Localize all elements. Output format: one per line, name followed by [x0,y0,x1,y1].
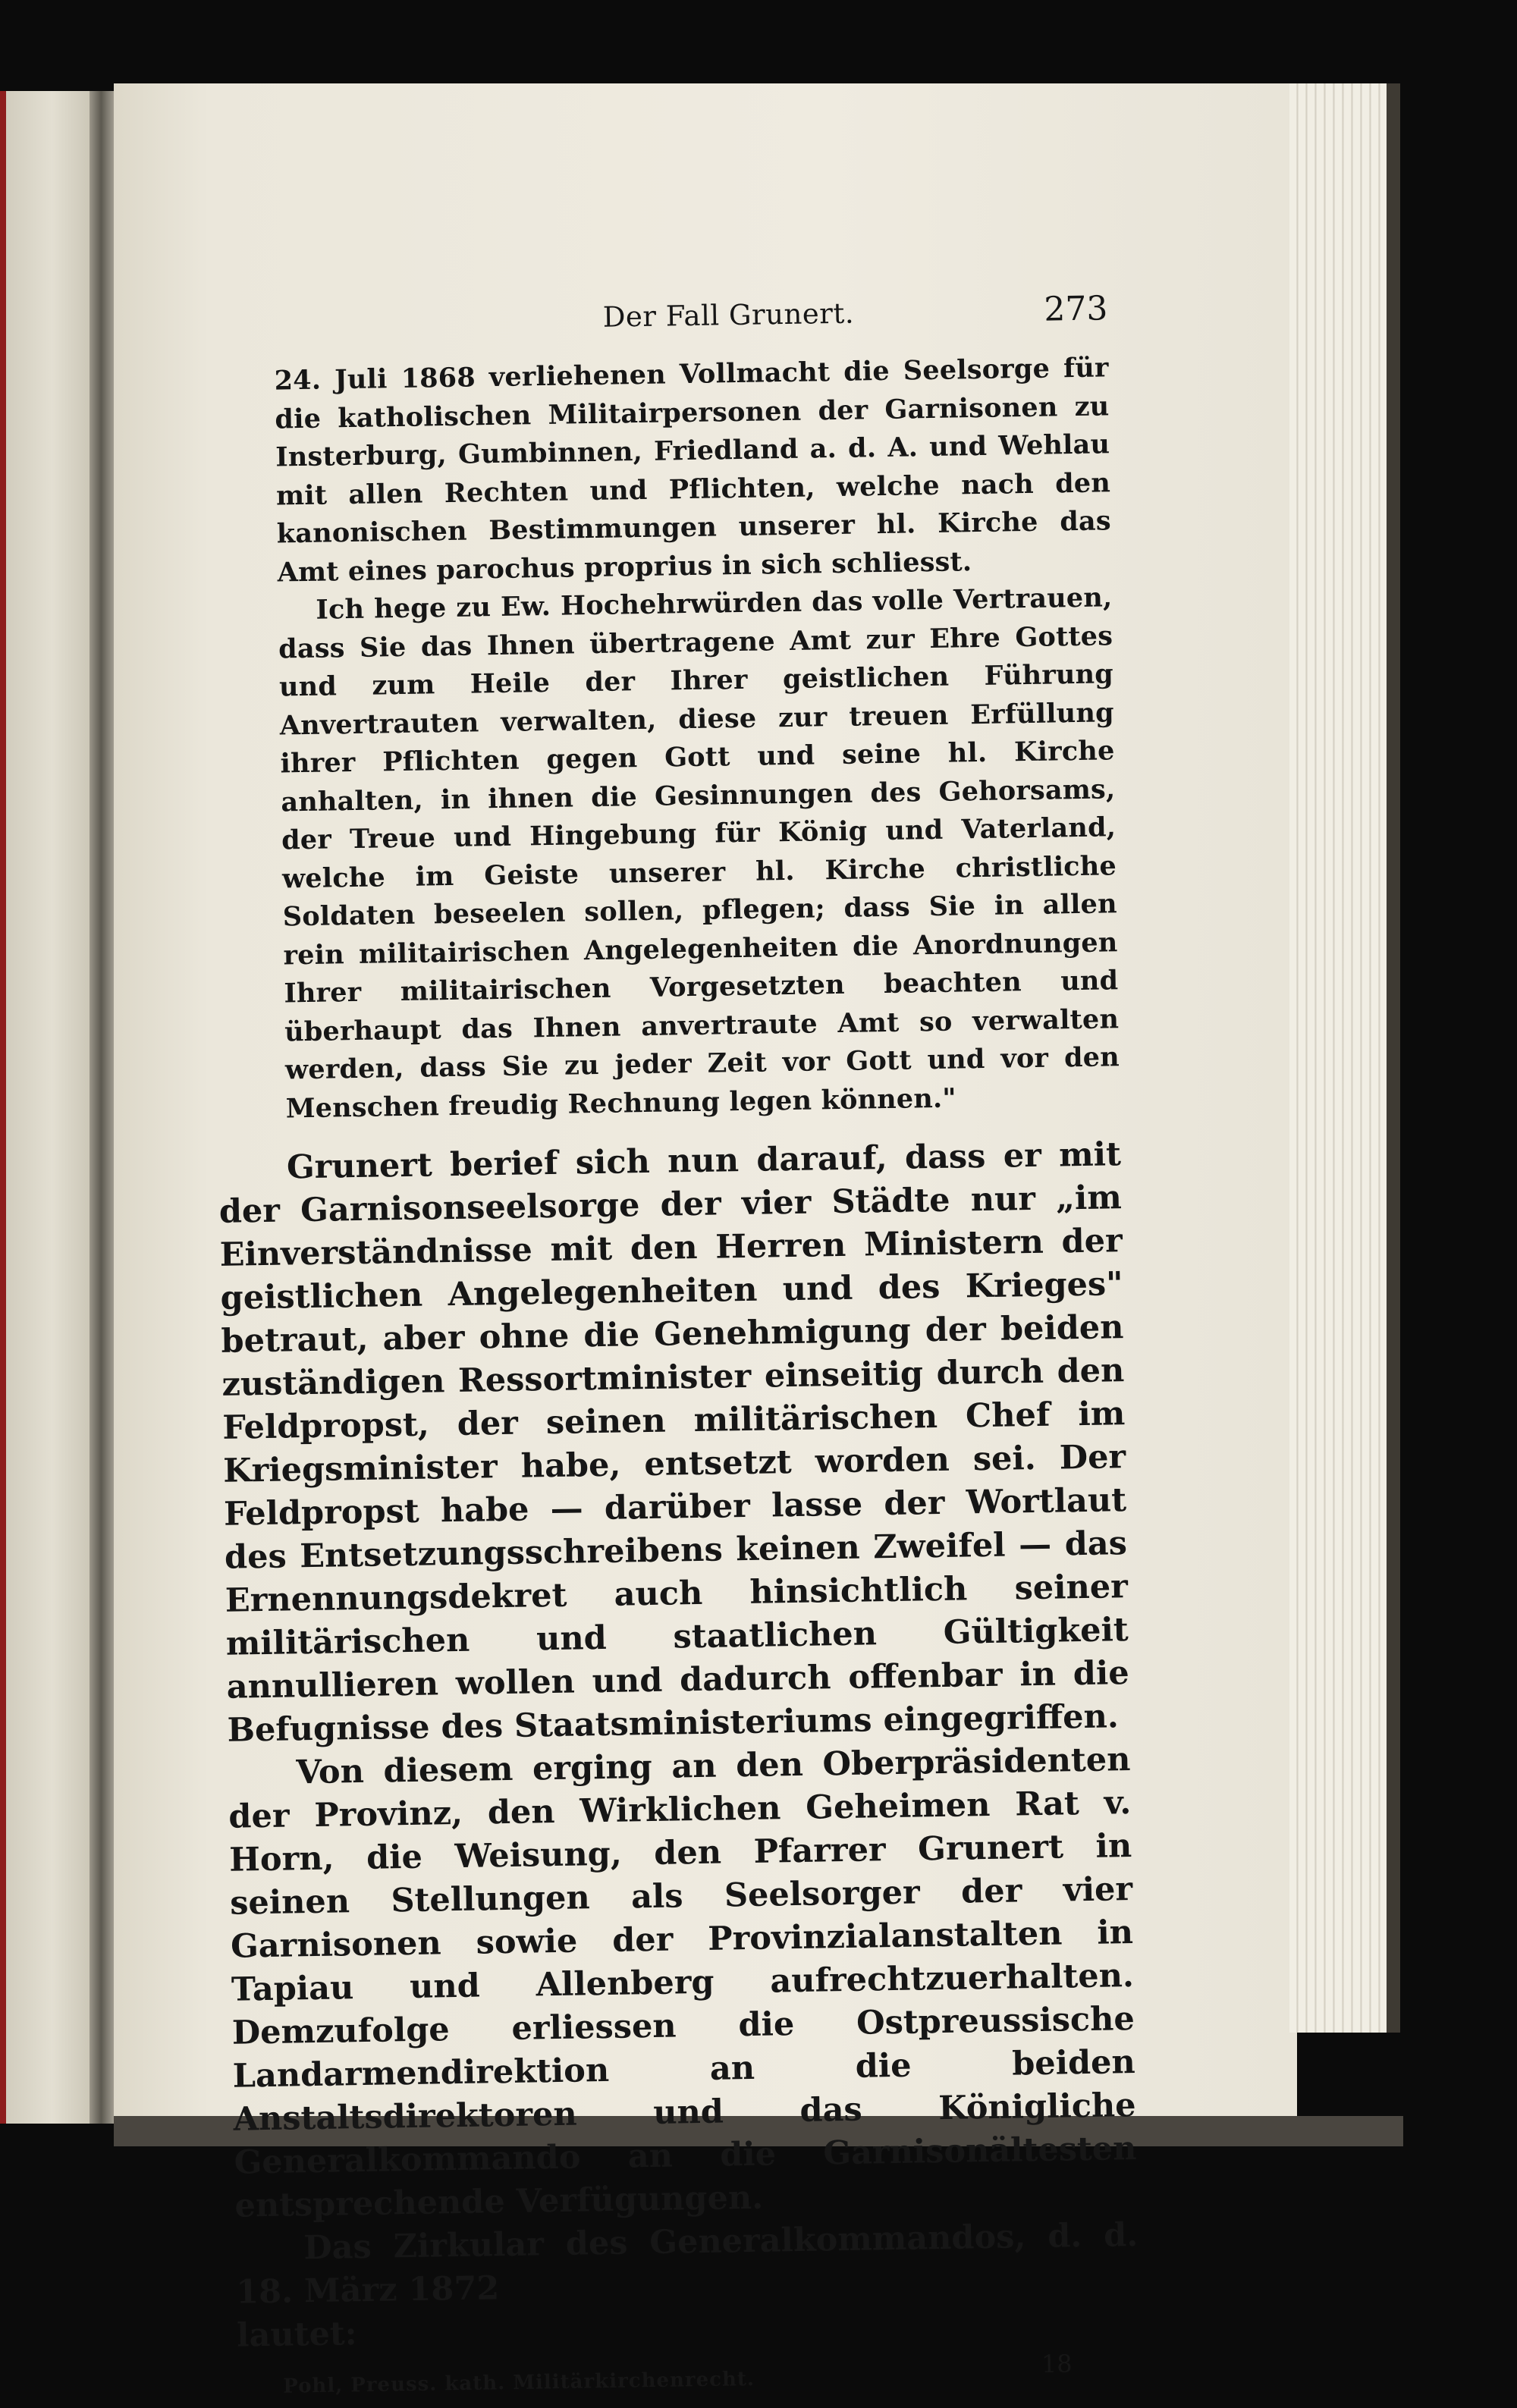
footer-reference: Pohl, Preuss. kath. Militärkirchenrecht. [282,2367,755,2398]
book-gutter [90,91,115,2124]
page-number: 273 [1043,289,1108,329]
text-block [205,285,1141,2407]
quote-paragraph: 24. Juli 1868 verliehenen Vollmacht die Seelsorge für die katholischen Militairpersonen der Garnisonen zu Insterburg, Gumbinnen, Friedland a. d. A. und Wehlau mit allen Rechten und Pflichten, welche nach den kanonischen Bestimmungen unserer hl. Kirche das Amt eines parochus proprius in sich schliesst. [274,352,1112,589]
page-stack-edge [1289,83,1388,2033]
page-footer [237,2349,1073,2407]
left-page [0,91,95,2124]
quoted-document [274,349,1120,1128]
body-text [218,1133,1140,2357]
body-paragraph: Grunert berief sich nun darauf, dass er mit der Garnisonseelsorge der vier Städte nur „im Einverständnisse mit den Herren Ministern der geistlichen Angelegenheiten und des Krieges" betraut, aber ohne die Genehmigung der beiden zuständigen Ressortminister einseitig durch den Feldpropst, der seinen militärischen Chef im Kriegsminister habe, entsetzt worden sei. Der Feldpropst habe — darüber lasse der Wortlaut des Entsetzungsschreibens keinen Zweifel — das Ernennungsdekret auch hinsichtlich seiner militärischen und staatlichen Gültigkeit annullieren wollen und dadurch offenbar in die Befugnisse des Staatsministeriums eingegriffen. [218,1135,1129,1750]
running-title: Der Fall Grunert. [602,297,855,334]
body-paragraph: Das Zirkular des Generalkommandos, d. d. 18. März 1872 [235,2215,1139,2312]
quote-paragraph: Ich hege zu Ew. Hochehrwürden das volle Vertrauen, dass Sie das Ihnen übertragene Amt zur Ehre Gottes und zum Heile der Ihrer geistlichen Führung Anvertrauten verwalten, diese zur treuen Erfüllung ihrer Pflichten gegen Gott und seine hl. Kirche anhalten, in ihnen die Gesinnungen des Gehorsams, der Treue und Hingebung für König und Vaterland, welche im Geiste unserer hl. Kirche christliche Soldaten beseelen sollen, pflegen; dass Sie in allen rein militairischen Angelegenheiten die Anordnungen Ihrer militairischen Vorgesetzten beachten und überhaupt das Ihnen anvertraute Amt so verwalten werden, dass Sie zu jeder Zeit vor Gott und vor den Menschen freudig Rechnung legen können." [278,582,1120,1124]
body-paragraph: Von diesem erging an den Oberpräsidenten der Provinz, den Wirklichen Geheimen Rat v. Horn, die Weisung, den Pfarrer Grunert in seinen Stellungen als Seelsorger der vier Garnisonen sowie der Provinzialanstalten in Tapiau und Allenberg aufrechtzuerhalten. Demzufolge erliessen die Ostpreussische Landarmendirektion an die beiden Anstaltsdirektoren und das Königliche Generalkommando an die Garnisonältesten entsprechende Verfügungen. [228,1741,1137,2225]
left-page-red-edge [0,91,6,2124]
signature-mark: 18 [1041,2349,1073,2379]
body-paragraph: lautet: [236,2315,357,2355]
page-stack-shadow [1387,83,1400,2033]
